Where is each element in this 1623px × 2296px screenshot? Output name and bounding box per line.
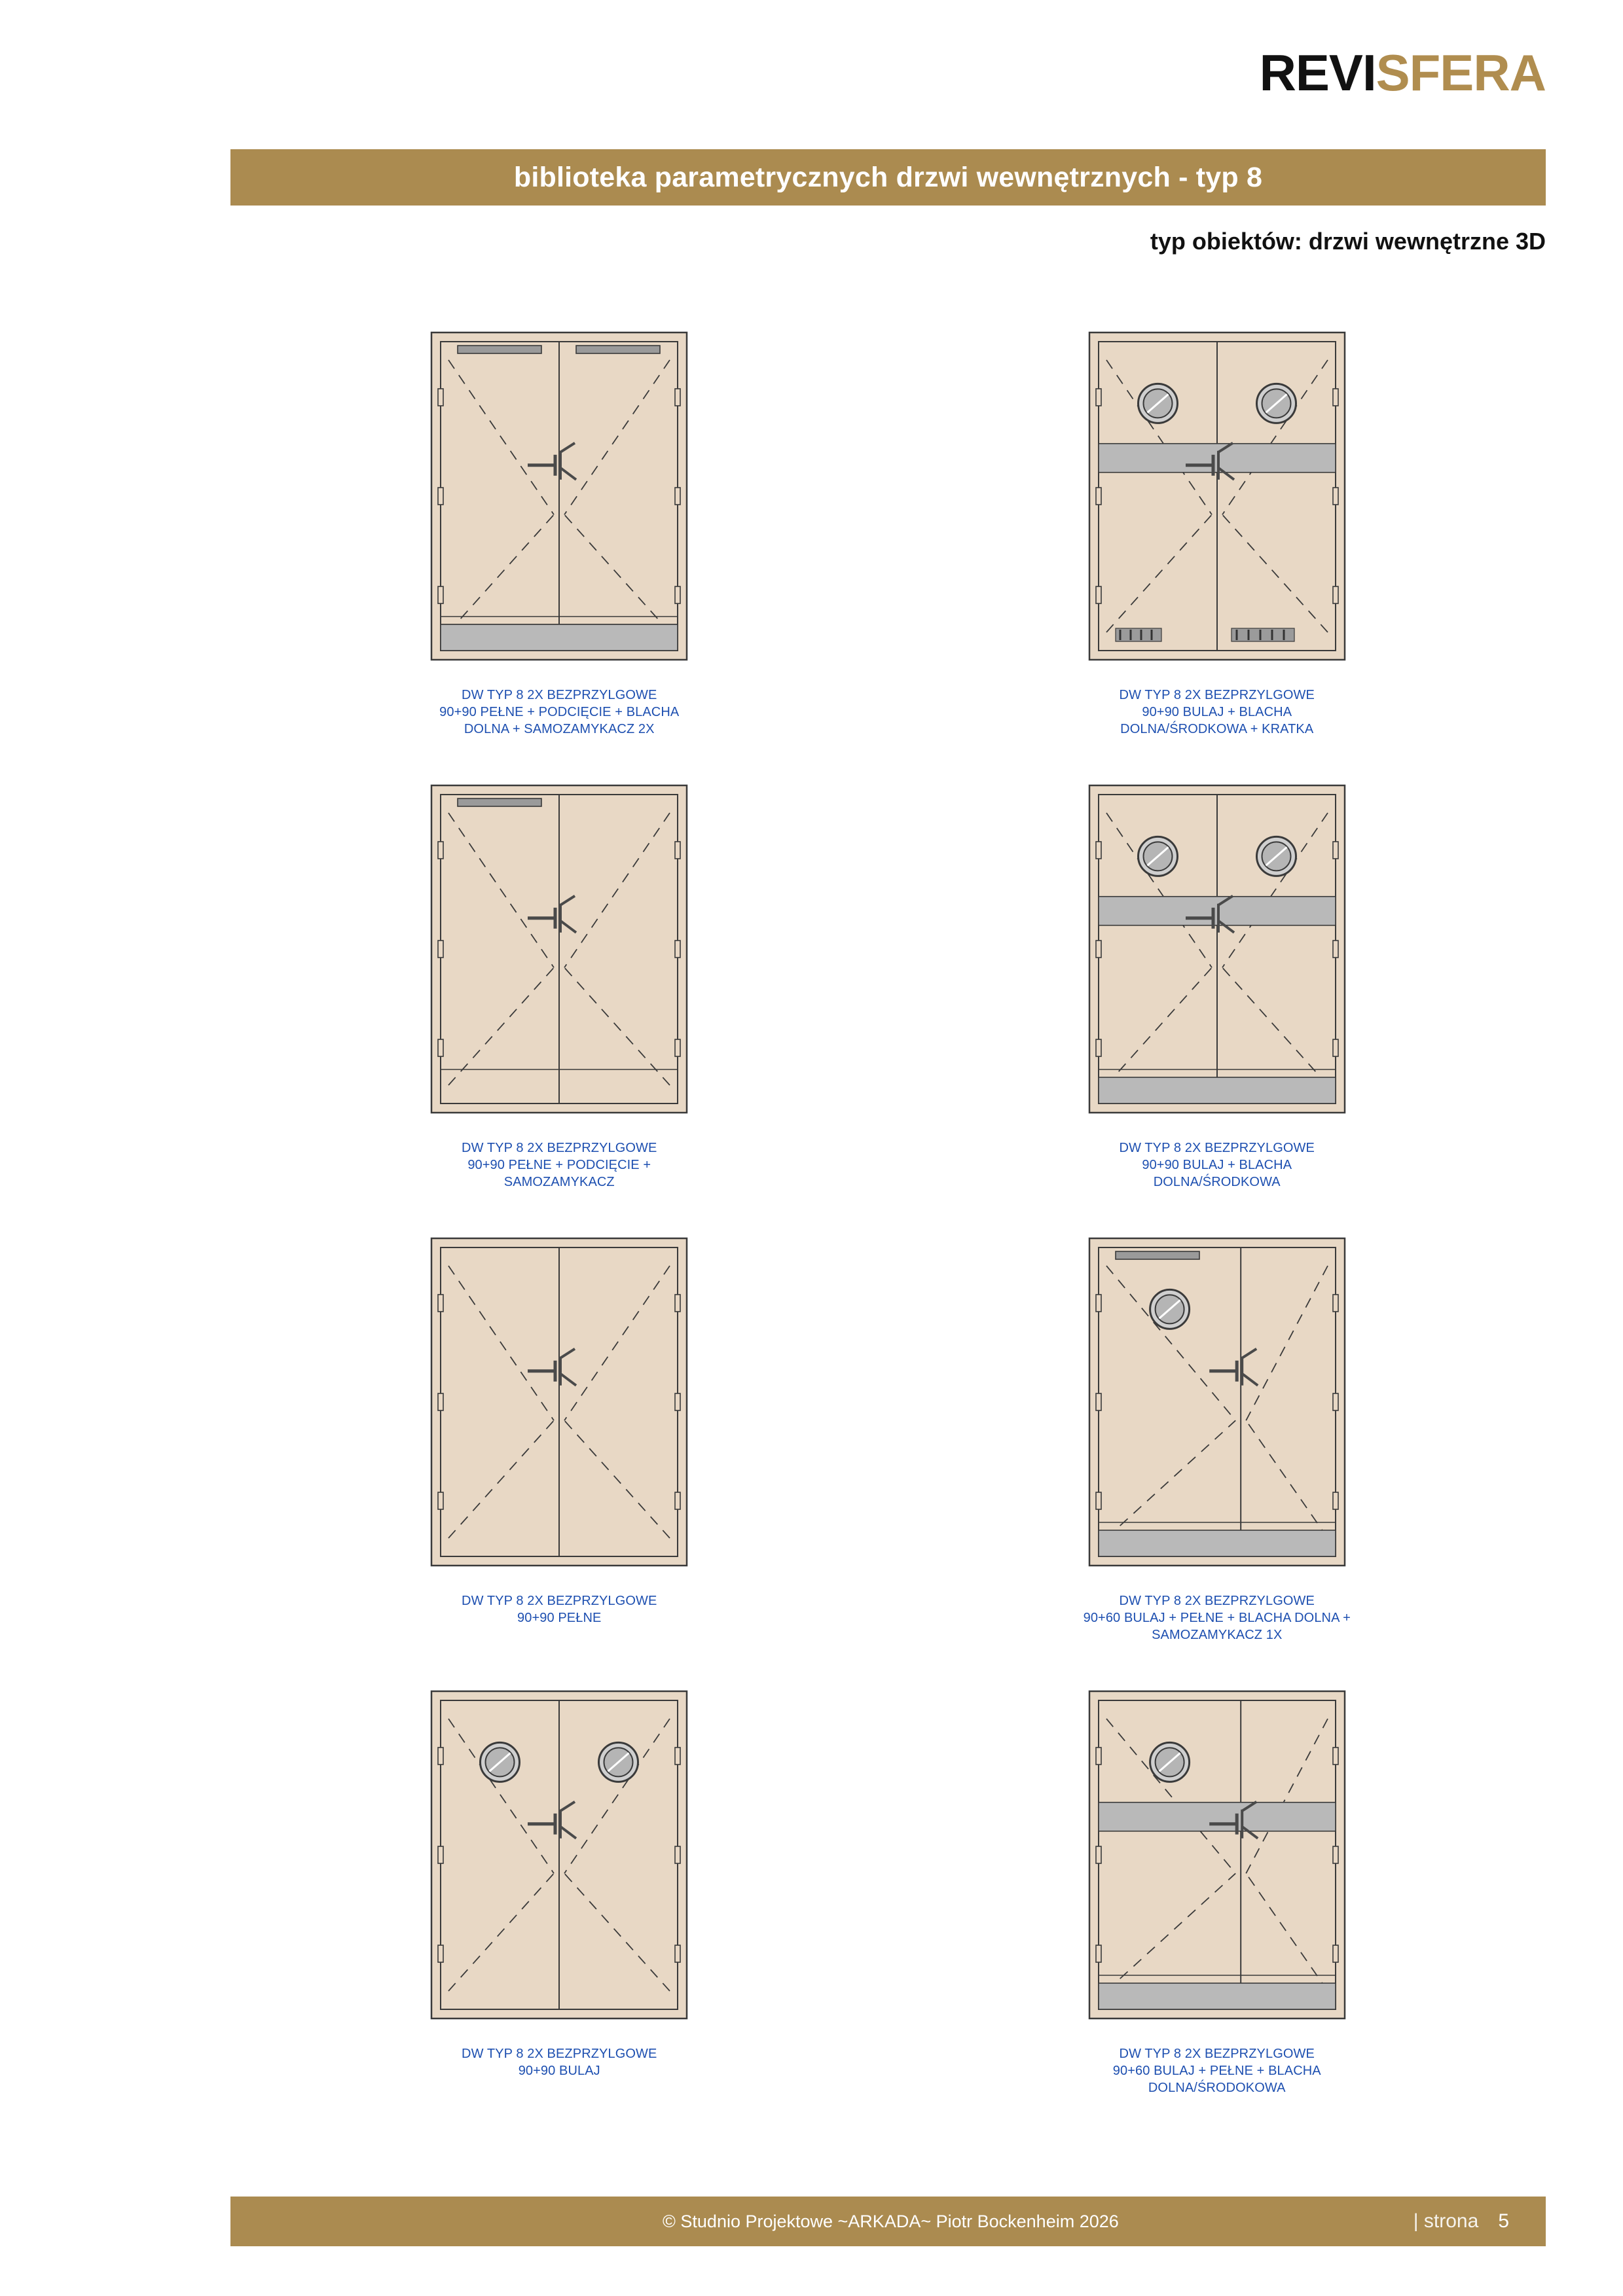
- door-drawing: [1050, 1233, 1384, 1583]
- footer-pagination: [1413, 2210, 1546, 2233]
- door-caption: DW TYP 8 2X BEZPRZYLGOWE 90+90 BULAJ + BLACHA DOLNA/ŚRODKOWA + KRATKA: [1119, 688, 1315, 736]
- door-catalog-item: [888, 1233, 1546, 1686]
- door-catalog-item: [888, 1686, 1546, 2139]
- brand-logo: [1259, 44, 1546, 101]
- door-catalog-item: [230, 1686, 888, 2139]
- page-title-bar: [230, 149, 1546, 206]
- door-catalog-item: [230, 327, 888, 780]
- door-caption: DW TYP 8 2X BEZPRZYLGOWE 90+60 BULAJ + PEŁNE + BLACHA DOLNA + SAMOZAMYKACZ 1X: [1083, 1594, 1351, 1642]
- door-caption: DW TYP 8 2X BEZPRZYLGOWE 90+90 BULAJ: [462, 2047, 657, 2078]
- footer-page-number: 5: [1498, 2210, 1509, 2232]
- door-catalog-item: [230, 780, 888, 1233]
- page-subtitle: typ obiektów: drzwi wewnętrzne 3D: [1150, 228, 1546, 255]
- door-drawing: [392, 1686, 726, 2036]
- door-drawing: [392, 327, 726, 677]
- door-catalog-grid: [230, 327, 1546, 2139]
- door-drawing: [1050, 1686, 1384, 2036]
- door-caption: DW TYP 8 2X BEZPRZYLGOWE 90+90 PEŁNE + PODCIĘCIE + SAMOZAMYKACZ: [462, 1141, 657, 1189]
- footer-page-label: | strona: [1413, 2210, 1479, 2232]
- door-caption: DW TYP 8 2X BEZPRZYLGOWE 90+60 BULAJ + PEŁNE + BLACHA DOLNA/ŚRODOKOWA: [1112, 2047, 1321, 2095]
- door-catalog-item: [888, 327, 1546, 780]
- door-drawing: [392, 1233, 726, 1583]
- footer-copyright: © Studnio Projektowe ~ARKADA~ Piotr Bockenheim 2026: [663, 2211, 1119, 2231]
- door-drawing: [1050, 780, 1384, 1130]
- door-catalog-item: [888, 780, 1546, 1233]
- door-drawing: [1050, 327, 1384, 677]
- page-footer: [230, 2197, 1546, 2246]
- door-caption: DW TYP 8 2X BEZPRZYLGOWE 90+90 BULAJ + BLACHA DOLNA/ŚRODKOWA: [1119, 1141, 1315, 1189]
- door-catalog-item: [230, 1233, 888, 1686]
- door-drawing: [392, 780, 726, 1130]
- door-caption: DW TYP 8 2X BEZPRZYLGOWE 90+90 PEŁNE: [462, 1594, 657, 1625]
- brand-logo-primary: REVI: [1259, 44, 1376, 101]
- door-caption: DW TYP 8 2X BEZPRZYLGOWE 90+90 PEŁNE + PODCIĘCIE + BLACHA DOLNA + SAMOZAMYKACZ 2X: [439, 688, 680, 736]
- page-title: biblioteka parametrycznych drzwi wewnętrznych - typ 8: [513, 161, 1263, 193]
- brand-logo-secondary: SFERA: [1376, 44, 1546, 101]
